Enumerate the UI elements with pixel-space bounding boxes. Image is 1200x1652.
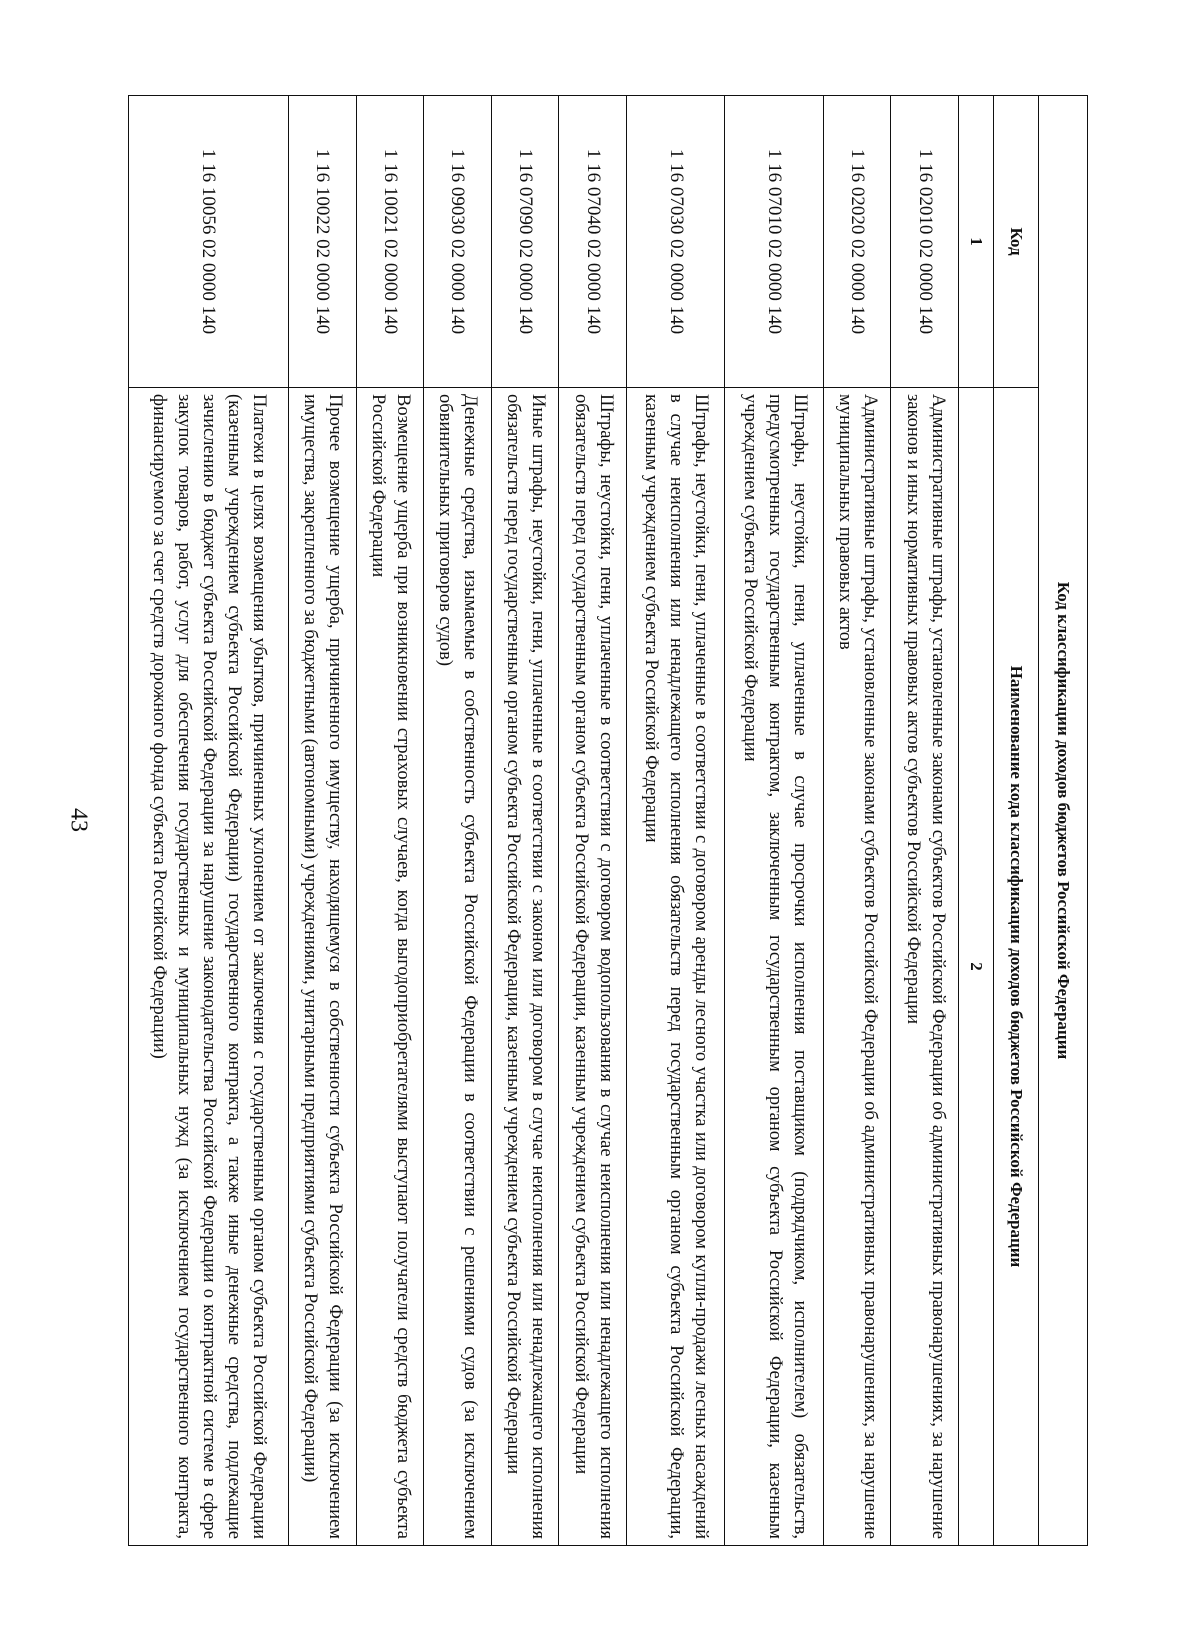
revenue-classification-table	[128, 95, 1088, 1546]
row-description: Штрафы, неустойки, пени, уплаченные в соответствии с договором аренды лесного участка или договором купли-продажи лесных насаждений в случае неисполнения или ненадлежащего исполнения обязательств перед государственным органом субъекта Российской Федерации, казенным учреждением субъекта Российской Федерации	[627, 388, 725, 1546]
column-number-1: 1	[959, 96, 994, 388]
table-row	[288, 96, 356, 1546]
table-row	[491, 96, 559, 1546]
column-header-name: Наименование кода классификации доходов бюджетов Российской Федерации	[994, 388, 1039, 1546]
table-column-header-row	[994, 96, 1039, 1546]
table-row	[725, 96, 823, 1546]
row-description: Прочее возмещение ущерба, причиненного имуществу, находящемуся в собственности субъекта Российской Федерации (за исключением имущества, закрепленного за бюджетными (автономными) учреждениями, унитарными предприятиями субъекта Российской Федерации)	[288, 388, 356, 1546]
table-row	[129, 96, 289, 1546]
row-code: 1 16 07030 02 0000 140	[627, 96, 725, 388]
row-description: Штрафы, неустойки, пени, уплаченные в соответствии с договором водопользования в случае неисполнения или ненадлежащего исполнения обязательств перед государственным органом субъекта Российской Федерации, казенным учреждением субъекта Российской Федерации	[559, 388, 627, 1546]
page-number: 43	[65, 808, 92, 832]
row-code: 1 16 07090 02 0000 140	[491, 96, 559, 388]
column-header-code: Код	[994, 96, 1039, 388]
table-group-header: Код классификации доходов бюджетов Российской Федерации	[1039, 96, 1088, 1546]
row-code: 1 16 02010 02 0000 140	[891, 96, 959, 388]
table-column-number-row	[959, 96, 994, 1546]
table-row	[891, 96, 959, 1546]
row-description: Иные штрафы, неустойки, пени, уплаченные в соответствии с законом или договором в случае неисполнения или ненадлежащего исполнения обязательств перед государственным органом субъекта Российской Федерации, казенным учреждением субъекта Российской Федерации	[491, 388, 559, 1546]
table-row	[627, 96, 725, 1546]
row-description: Возмещение ущерба при возникновении страховых случаев, когда выгодоприобретателями выступают получатели средств бюджета субъекта Российской Федерации	[356, 388, 424, 1546]
row-code: 1 16 10021 02 0000 140	[356, 96, 424, 388]
row-description: Платежи в целях возмещения убытков, причиненных уклонением от заключения с государственным органом субъекта Российской Федерации (казенным учреждением субъекта Российской Федерации) государственного контракта, а также иные денежные средства, подлежащие зачислению в бюджет субъекта Российской Федерации за нарушение законодательства Российской Федерации о контрактной системе в сфере закупок товаров, работ, услуг для обеспечения государственных и муниципальных нужд (за исключением государственного контракта, финансируемого за счет средств дорожного фонда субъекта Российской Федерации)	[129, 388, 289, 1546]
column-number-2: 2	[959, 388, 994, 1546]
rotated-table-container	[128, 95, 1088, 1545]
row-code: 1 16 09030 02 0000 140	[424, 96, 492, 388]
table-row	[823, 96, 891, 1546]
row-description: Денежные средства, изымаемые в собственность субъекта Российской Федерации в соответствии с решениями судов (за исключением обвинительных приговоров судов)	[424, 388, 492, 1546]
table-group-header-row	[1039, 96, 1088, 1546]
row-code: 1 16 02020 02 0000 140	[823, 96, 891, 388]
table-row	[559, 96, 627, 1546]
row-description: Штрафы, неустойки, пени, уплаченные в случае просрочки исполнения поставщиком (подрядчиком, исполнителем) обязательств, предусмотренных государственным контрактом, заключенным государственным органом субъекта Российской Федерации, казенным учреждением субъекта Российской Федерации	[725, 388, 823, 1546]
row-code: 1 16 10022 02 0000 140	[288, 96, 356, 388]
row-description: Административные штрафы, установленные законами субъектов Российской Федерации об административных правонарушениях, за нарушение муниципальных правовых актов	[823, 388, 891, 1546]
row-code: 1 16 07040 02 0000 140	[559, 96, 627, 388]
table-row	[424, 96, 492, 1546]
row-description: Административные штрафы, установленные законами субъектов Российской Федерации об административных правонарушениях, за нарушение законов и иных нормативных правовых актов субъектов Российской Федерации	[891, 388, 959, 1546]
table-row	[356, 96, 424, 1546]
row-code: 1 16 10056 02 0000 140	[129, 96, 289, 388]
row-code: 1 16 07010 02 0000 140	[725, 96, 823, 388]
